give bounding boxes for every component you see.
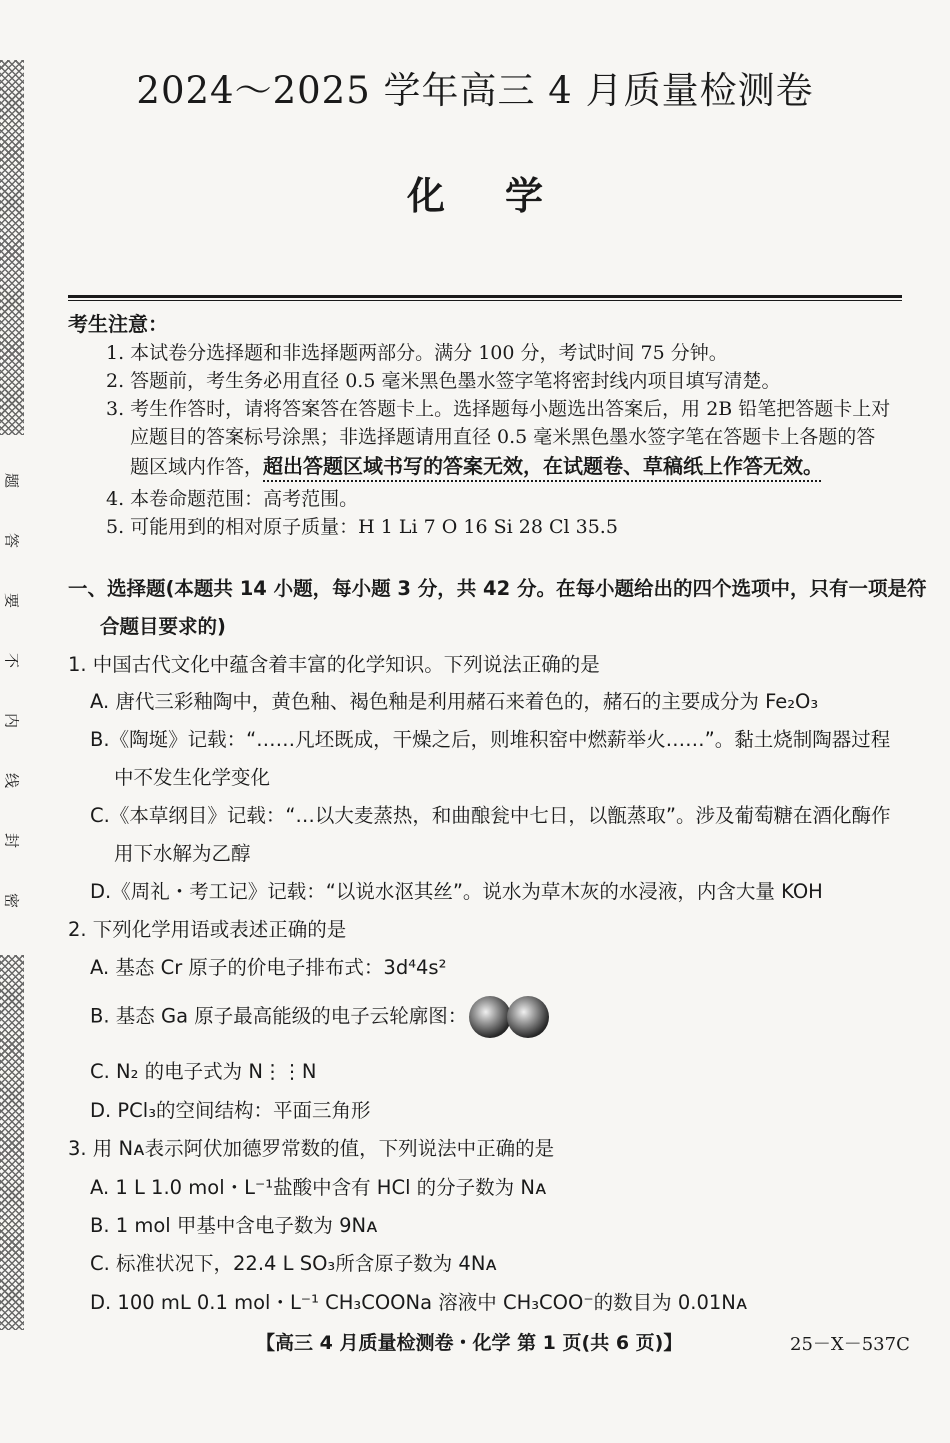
notice-item: 题区域内作答， (130, 456, 264, 478)
q3-option-d: D. 100 mL 0.1 mol・L⁻¹ CH₃COONa 溶液中 CH₃COO⁻的数目为 0.01Nᴀ (90, 1291, 748, 1314)
divider-thick (68, 295, 902, 298)
q2-option-b-line (90, 995, 551, 1039)
seal-char: 不 (2, 652, 21, 668)
seal-char: 要 (2, 592, 21, 608)
q1-option-c-cont: 用下水解为乙醇 (114, 842, 251, 865)
page-footer: 【高三 4 月质量检测卷・化学 第 1 页(共 6 页)】 (256, 1332, 683, 1354)
q1-option-a: A. 唐代三彩釉陶中，黄色釉、褐色釉是利用赭石来着色的，赭石的主要成分为 Fe₂O₃ (90, 690, 819, 713)
binding-margin-strip (0, 60, 24, 1330)
q1-option-b: B.《陶埏》记载：“……凡坯既成，干燥之后，则堆积窑中燃薪举火……”。黏土烧制陶器过程 (90, 728, 891, 751)
notice-heading: 考生注意： (68, 312, 168, 336)
seal-char: 题 (2, 472, 21, 488)
q2-option-c: C. N₂ 的电子式为 N⋮⋮N (90, 1060, 317, 1083)
notice-item: 2. 答题前，考生务必用直径 0.5 毫米黑色墨水签字笔将密封线内项目填写清楚。 (106, 370, 781, 392)
q3-option-a: A. 1 L 1.0 mol・L⁻¹盐酸中含有 HCl 的分子数为 Nᴀ (90, 1176, 547, 1199)
seal-char: 内 (2, 712, 21, 728)
q3-option-b: B. 1 mol 甲基中含电子数为 9Nᴀ (90, 1214, 378, 1237)
q3-stem: 3. 用 Nᴀ表示阿伏加德罗常数的值，下列说法中正确的是 (68, 1137, 555, 1160)
notice-item: 5. 可能用到的相对原子质量：H 1 Li 7 O 16 Si 28 Cl 35.5 (106, 516, 618, 538)
q2-option-b: B. 基态 Ga 原子最高能级的电子云轮廓图： (90, 1004, 468, 1028)
q2-option-a: A. 基态 Cr 原子的价电子排布式：3d⁴4s² (90, 956, 447, 979)
notice-item: 4. 本卷命题范围：高考范围。 (106, 488, 359, 510)
paper-code: 25－X－537C (790, 1334, 910, 1355)
p-orbital-image (469, 995, 551, 1039)
seal-char: 封 (2, 832, 21, 848)
seal-char: 答 (2, 532, 21, 548)
notice-item: 3. 考生作答时，请将答案答在答题卡上。选择题每小题选出答案后，用 2B 铅笔把答题卡上对 (106, 398, 891, 420)
exam-title: 2024～2025 学年高三 4 月质量检测卷 (136, 69, 814, 112)
notice-emphasis: 超出答题区域书写的答案无效，在试题卷、草稿纸上作答无效。 (263, 454, 824, 478)
q2-stem: 2. 下列化学用语或表述正确的是 (68, 918, 347, 941)
q1-option-b-cont: 中不发生化学变化 (114, 766, 271, 789)
q1-option-c: C.《本草纲目》记载：“…以大麦蒸热，和曲酿瓮中七日，以甑蒸取”。涉及葡萄糖在酒化酶作 (90, 804, 891, 827)
q3-option-c: C. 标准状况下，22.4 L SO₃所含原子数为 4Nᴀ (90, 1252, 497, 1275)
seal-line-notice (2, 465, 22, 935)
q2-option-d: D. PCl₃的空间结构：平面三角形 (90, 1099, 371, 1122)
hatch-pattern-top (0, 60, 24, 435)
notice-item: 应题目的答案标号涂黑；非选择题请用直径 0.5 毫米黑色墨水签字笔在答题卡上各题的答 (130, 426, 876, 448)
q1-stem: 1. 中国古代文化中蕴含着丰富的化学知识。下列说法正确的是 (68, 653, 600, 676)
seal-char: 密 (2, 892, 21, 908)
divider-thin (68, 300, 902, 301)
section-heading-cont: 合题目要求的) (100, 615, 226, 638)
seal-char: 线 (2, 772, 21, 788)
section-heading: 一、选择题(本题共 14 小题，每小题 3 分，共 42 分。在每小题给出的四个选项中，只有一项是符 (68, 577, 927, 600)
q1-option-d: D.《周礼・考工记》记载：“以说水沤其丝”。说水为草木灰的水浸液，内含大量 KOH (90, 880, 823, 903)
subject-title: 化学 (406, 173, 603, 218)
hatch-pattern-bottom (0, 955, 24, 1330)
notice-item: 1. 本试卷分选择题和非选择题两部分。满分 100 分，考试时间 75 分钟。 (106, 342, 728, 364)
notice-item-line (130, 450, 823, 479)
